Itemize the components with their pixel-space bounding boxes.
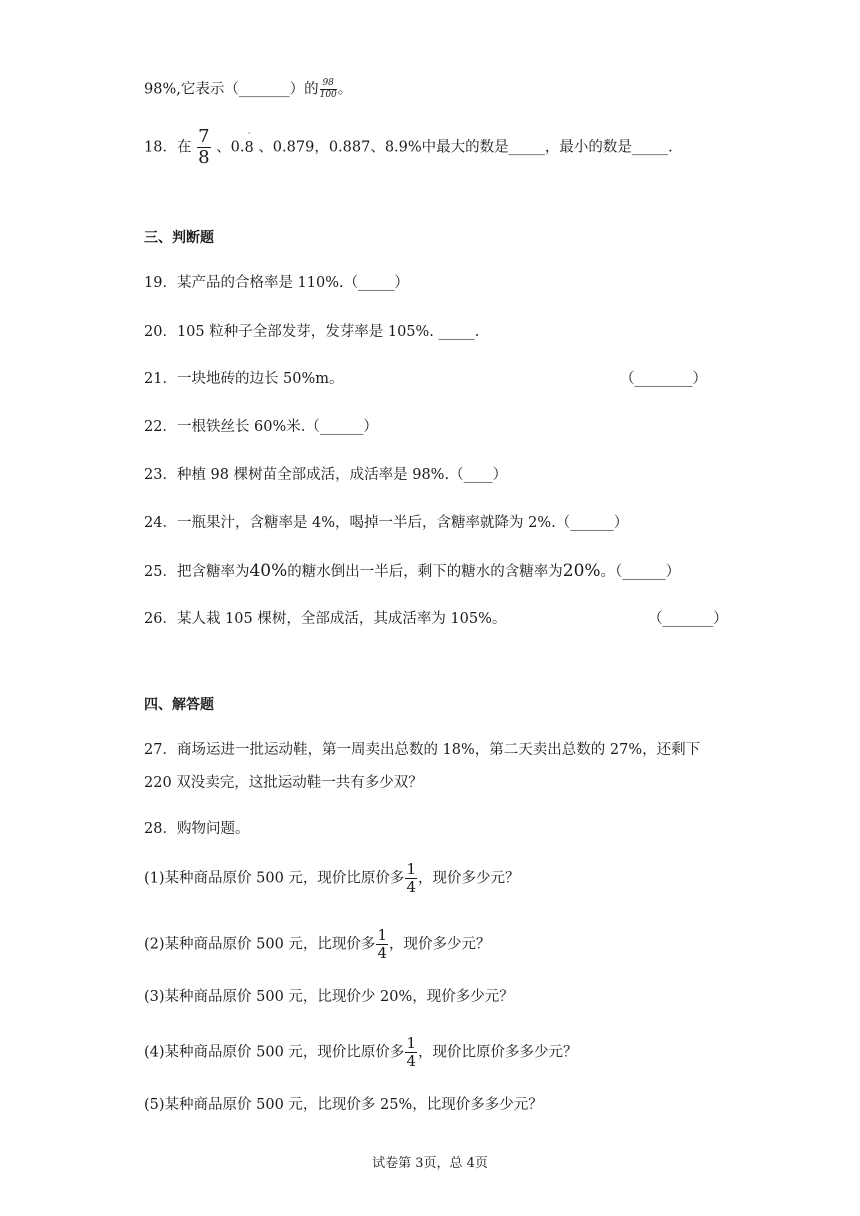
- question-27-line2: 220 双没卖完，这批运动鞋一共有多少双？: [144, 775, 423, 791]
- question-21: 21．一块地砖的边长 50%m。: [144, 371, 344, 387]
- fraction-7-8: $\frac{7}{8}$: [198, 126, 210, 168]
- question-21-answer-blank[interactable]: （________）: [620, 371, 707, 387]
- question-27-line1: 27．商场运进一批运动鞋，第一周卖出总数的 18%，第二天卖出总数的 27%，还剩下: [144, 742, 701, 758]
- percent-20: 20%: [562, 561, 601, 581]
- page-footer: 试卷第 3页，总 4页: [372, 1156, 488, 1171]
- question-28-sub-5: (5)某种商品原价 500 元，比现价多 25%，比现价多多少元？: [144, 1097, 543, 1113]
- question-17-tail: 98%,它表示（_______）的 $\frac{98}{100}$ 。: [144, 78, 353, 100]
- question-28-sub-3: (3)某种商品原价 500 元，比现价少 20%，现价多少元？: [144, 989, 514, 1005]
- question-28-sub-2: (2)某种商品原价 500 元，比现价多 $\frac{1}{4}$ ，现价多少元？: [144, 926, 491, 962]
- question-24: 24．一瓶果汁，含糖率是 4%，喝掉一半后，含糖率就降为 2%.（______）: [144, 515, 629, 531]
- question-18-prefix: 18．在: [144, 139, 192, 156]
- fraction-98-100: $\frac{98}{100}$: [319, 78, 337, 100]
- repeating-decimal-digit: ˙ 8: [244, 131, 254, 156]
- fraction-1-4: $\frac{1}{4}$: [406, 1034, 416, 1070]
- question-22: 22．一根铁丝长 60%米.（______）: [144, 419, 378, 435]
- fraction-1-4: $\frac{1}{4}$: [406, 860, 416, 896]
- question-19: 19．某产品的合格率是 110%.（_____）: [144, 275, 409, 291]
- fraction-1-4: $\frac{1}{4}$: [377, 926, 387, 962]
- question-28-sub-1: (1)某种商品原价 500 元，现价比原价多 $\frac{1}{4}$ ，现价多少元？: [144, 860, 520, 896]
- question-18-rest: 、0.879，0.887、8.9%中最大的数是_____，最小的数是_____.: [258, 139, 673, 156]
- question-26-answer-blank[interactable]: （_______）: [648, 611, 728, 627]
- percent-40: 40%: [249, 561, 288, 581]
- section-judgement-title: 三、判断题: [144, 230, 214, 246]
- question-20: 20．105 粒种子全部发芽，发芽率是 105%. _____.: [144, 324, 480, 340]
- question-23: 23．种植 98 棵树苗全部成活，成活率是 98%.（____）: [144, 467, 508, 483]
- question-17-text: 98%,它表示（_______）的: [144, 81, 319, 98]
- question-25: 25．把含糖率为40%的糖水倒出一半后，剩下的糖水的含糖率为20%。（______）: [144, 561, 681, 581]
- question-18: 18．在 $\frac{7}{8}$ 、0. ˙ 8 、0.879，0.887、8.9%中最大的数是_____，最小的数是_____.: [144, 126, 673, 168]
- question-28-title: 28．购物问题。: [144, 821, 250, 837]
- section-answer-title: 四、解答题: [144, 697, 214, 713]
- question-26: 26．某人栽 105 棵树，全部成活，其成活率为 105%。: [144, 611, 507, 627]
- question-28-sub-4: (4)某种商品原价 500 元，现价比原价多 $\frac{1}{4}$ ，现价比原价多多少元？: [144, 1034, 578, 1070]
